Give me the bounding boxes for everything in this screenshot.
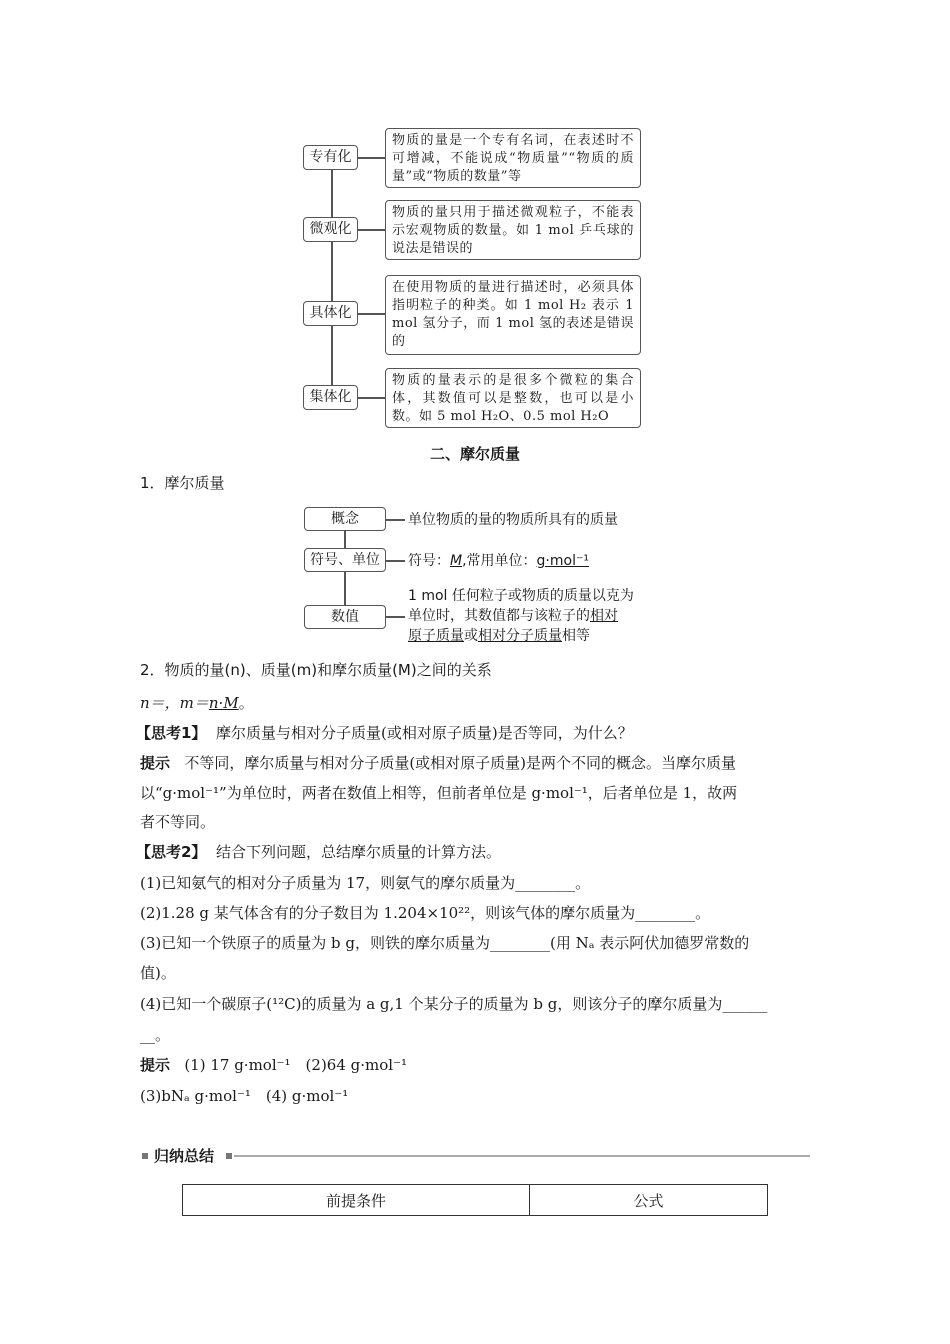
section-title: 二、摩尔质量 [429, 445, 520, 463]
square-bullet-icon [226, 1153, 232, 1159]
formula [140, 693, 254, 713]
value-line-1: 1 mol 任何粒子或物质的质量以克为 [408, 588, 634, 604]
symbol-desc [408, 551, 589, 571]
connector [385, 560, 405, 562]
summary-title: 归纳总结 [154, 1147, 215, 1165]
question-4-line-1: (4)已知一个碳原子(¹²C)的质量为 a g,1 个某分子的质量为 b g，则该分子的摩尔质量为______ [140, 995, 768, 1013]
question-2: (2)1.28 g 某气体含有的分子数目为 1.204×10²²，则该气体的摩尔质量为________。 [140, 904, 711, 922]
think-1-label: 【思考1】 [136, 724, 207, 742]
table-row [183, 1185, 768, 1216]
connector [357, 397, 385, 399]
value-line-2a: 单位时，其数值都与该粒子的 [408, 608, 590, 624]
formula-a: n＝，m＝ [140, 694, 209, 712]
think-1-text: 摩尔质量与相对分子质量(或相对原子质量)是否等同，为什么？ [215, 724, 633, 742]
item-1-heading: 1．摩尔质量 [140, 474, 225, 492]
question-4-line-2: __。 [140, 1026, 171, 1044]
connector-vertical [331, 170, 333, 398]
hint-1-line-3: 者不等同。 [140, 813, 216, 831]
value-line-3a: 原子质量 [408, 628, 464, 644]
value-line-3c: 相对分子质量 [478, 628, 562, 644]
hint-1-text: 不等同，摩尔质量与相对分子质量(或相对原子质量)是两个不同的概念。当摩尔质量 [184, 754, 737, 772]
summary-table [182, 1184, 768, 1216]
think-1 [136, 723, 633, 743]
connector [357, 313, 385, 315]
connector [385, 616, 405, 618]
value-line-2b: 相对 [590, 608, 618, 624]
column-header-condition: 前提条件 [183, 1185, 530, 1216]
square-bullet-icon [142, 1153, 148, 1159]
hint-1-label: 提示 [140, 754, 171, 772]
value-line-3 [408, 626, 590, 646]
symbol-unit: g·mol⁻¹ [536, 553, 589, 569]
question-1: (1)已知氨气的相对分子质量为 17，则氨气的摩尔质量为________。 [140, 874, 591, 892]
item-2-heading: 2．物质的量(n)、质量(m)和摩尔质量(M)之间的关系 [140, 661, 492, 679]
node-value: 数值 [304, 605, 386, 629]
question-3-line-1: (3)已知一个铁原子的质量为 b g，则铁的摩尔质量为________(用 Nₐ 表示阿伏加德罗常数的 [140, 934, 750, 952]
symbol-mid: ,常用单位： [462, 553, 537, 569]
node-collective: 集体化 [303, 385, 358, 410]
concept-desc: 单位物质的量的物质所具有的质量 [408, 512, 618, 528]
hint-2-text: (1) 17 g·mol⁻¹ (2)64 g·mol⁻¹ [184, 1056, 408, 1074]
node-symbol-unit: 符号、单位 [304, 548, 386, 572]
desc-proper: 物质的量是一个专有名词，在表述时不可增减，不能说成“物质量”“物质的质量”或“物质的数量”等 [385, 128, 641, 188]
divider [234, 1155, 810, 1157]
think-2 [136, 842, 501, 862]
node-specific: 具体化 [303, 301, 358, 326]
formula-c: 。 [238, 694, 254, 712]
connector [357, 229, 385, 231]
desc-collective: 物质的量表示的是很多个微粒的集合体，其数值可以是整数，也可以是小数。如 5 mol H₂O、0.5 mol H₂O [385, 368, 641, 428]
symbol-prefix: 符号： [408, 553, 450, 569]
think-2-text: 结合下列问题，总结摩尔质量的计算方法。 [215, 843, 501, 861]
value-line-3b: 或 [464, 628, 478, 644]
value-line-2 [408, 606, 618, 626]
node-proper: 专有化 [303, 145, 358, 170]
value-line-3d: 相等 [562, 628, 590, 644]
formula-b: n·M [208, 694, 239, 712]
node-micro: 微观化 [303, 217, 358, 242]
hint-2-line-1 [140, 1055, 407, 1075]
hint-2-line-2: (3)bNₐ g·mol⁻¹ (4) g·mol⁻¹ [140, 1087, 349, 1105]
hint-1-line-1 [140, 753, 736, 773]
hint-1-line-2: 以“g·mol⁻¹”为单位时，两者在数值上相等，但前者单位是 g·mol⁻¹，后者单位是 1，故两 [140, 784, 738, 802]
column-header-formula: 公式 [530, 1185, 768, 1216]
symbol-m: M [450, 553, 463, 569]
hint-2-label: 提示 [140, 1056, 171, 1074]
think-2-label: 【思考2】 [136, 843, 207, 861]
desc-specific: 在使用物质的量进行描述时，必须具体指明粒子的种类。如 1 mol H₂ 表示 1 mol 氢分子，而 1 mol 氢的表述是错误的 [385, 275, 641, 355]
question-3-line-2: 值)。 [140, 964, 176, 982]
node-concept: 概念 [304, 507, 386, 531]
desc-micro: 物质的量只用于描述微观粒子，不能表示宏观物质的数量。如 1 mol 乒乓球的说法是错误的 [385, 200, 641, 260]
connector [357, 157, 385, 159]
connector [385, 519, 405, 521]
